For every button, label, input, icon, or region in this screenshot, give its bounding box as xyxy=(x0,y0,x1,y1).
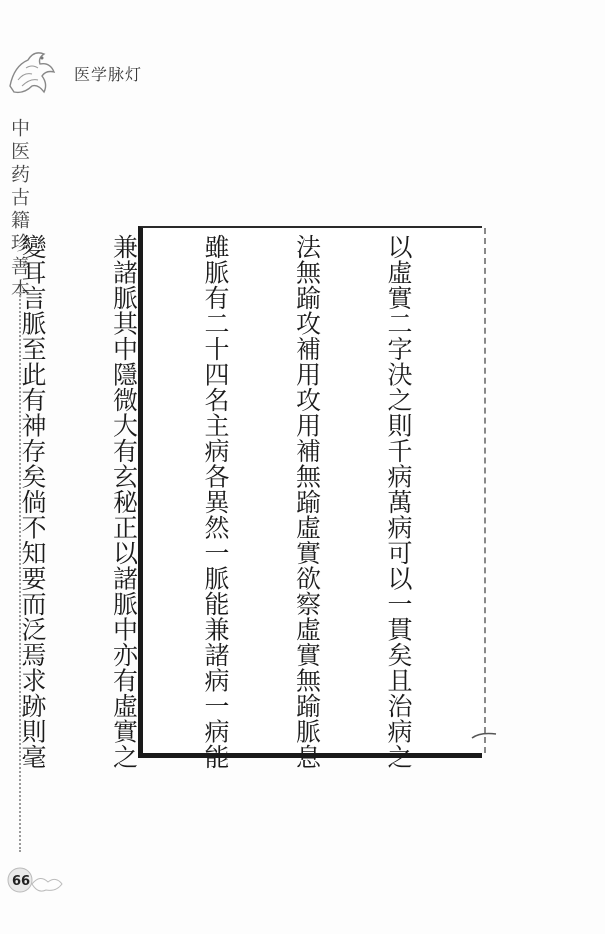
classical-text-columns xyxy=(18,234,474,770)
text-column-2: 法無踰攻補用攻用補無踰虛實欲察虛實無踰脈息 xyxy=(292,234,322,770)
text-column-3: 雖脈有二十四名主病各異然一脈能兼諸病一病能 xyxy=(201,234,230,770)
woodblock-text-panel xyxy=(18,226,482,770)
book-title: 医学脉灯 xyxy=(74,65,143,84)
ink-stroke-mark xyxy=(470,730,498,740)
text-column-5: 變耳言脈至此有神存矣倘不知要而泛焉求跡則毫 xyxy=(18,234,47,770)
panel-torn-edge xyxy=(478,228,486,753)
page-number: 66 xyxy=(12,874,31,889)
page-number-badge xyxy=(4,862,70,896)
text-column-1: 以虛實二字決之則千病萬病可以一貫矣且治病之 xyxy=(384,234,413,770)
series-title: 中医药古籍珍善本 xyxy=(8,118,30,302)
text-column-4: 兼諸脈其中隱微大有玄秘正以諸脈中亦有虛實之 xyxy=(109,234,139,770)
phoenix-logo-icon xyxy=(4,46,60,98)
